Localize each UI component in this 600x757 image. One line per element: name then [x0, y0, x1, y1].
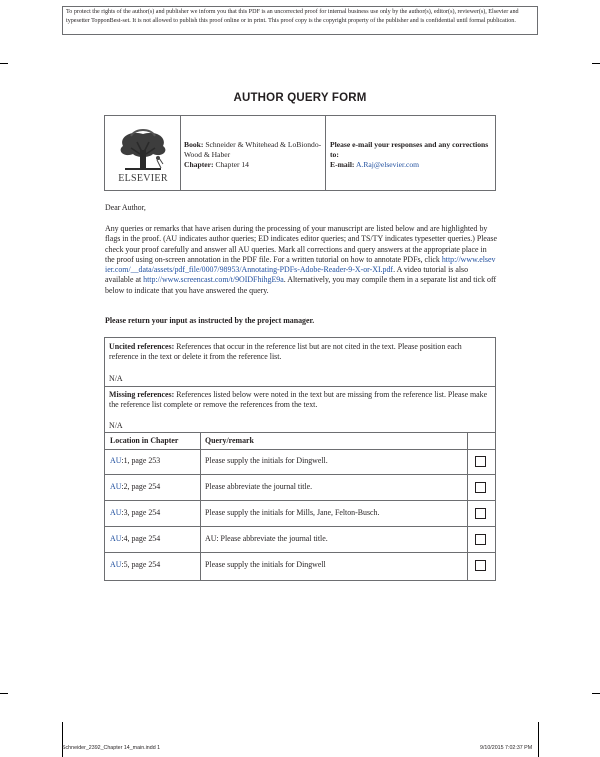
contact-heading: Please e-mail your responses and any corrections to:	[330, 140, 489, 159]
intro-paragraph	[105, 224, 497, 296]
query-remark: Please supply the initials for Dingwell.	[205, 456, 328, 465]
query-anchor-link[interactable]: AU	[110, 534, 122, 543]
proof-notice: To protect the rights of the author(s) and publisher we inform you that this PDF is an uncorrected proof for internal business use only by the author(s), editor(s), reviewer(s), Elsevier and typesetter TopponBest-set. It is not allowed to publish this proof online or in print. This proof copy is the copyright property of the publisher and is confidential until formal publication.	[62, 6, 538, 35]
book-value: Schneider & Whitehead & LoBiondo-Wood & Haber	[184, 140, 322, 159]
elsevier-logo	[111, 124, 175, 186]
query-anchor-link[interactable]: AU	[110, 508, 122, 517]
answered-checkbox[interactable]	[475, 508, 486, 519]
row-divider	[105, 432, 495, 433]
answered-checkbox[interactable]	[475, 482, 486, 493]
contact-info	[330, 140, 490, 170]
form-title: AUTHOR QUERY FORM	[233, 92, 367, 104]
query-location: AU:1, page 253	[110, 456, 161, 465]
tree-logo-icon	[111, 124, 175, 172]
crop-mark	[62, 722, 63, 757]
query-remark: Please abbreviate the journal title.	[205, 482, 313, 491]
uncited-label: Uncited references:	[109, 342, 175, 351]
email-label: E-mail:	[330, 160, 355, 169]
answered-checkbox[interactable]	[475, 456, 486, 467]
answered-checkbox[interactable]	[475, 534, 486, 545]
query-anchor-link[interactable]: AU	[110, 482, 122, 491]
annotation-tutorial-link[interactable]: http://www.elsevier.com/__data/assets/pdf_file/0007/98953/Annotating-PDFs-Adobe-Reader-9-X-or-XI.pdf	[105, 254, 496, 275]
column-header-query: Query/remark	[205, 436, 254, 445]
intro-text: . A video tutorial is also available at	[105, 265, 469, 285]
crop-mark	[538, 722, 539, 757]
divider	[180, 116, 181, 190]
crop-mark	[0, 63, 8, 64]
query-remark: Please supply the initials for Mills, Jane, Felton-Busch.	[205, 508, 380, 517]
query-location: AU:2, page 254	[110, 482, 161, 491]
header-box	[104, 115, 496, 191]
crop-mark	[592, 63, 600, 64]
query-remark: Please supply the initials for Dingwell	[205, 560, 326, 569]
row-divider	[105, 552, 495, 553]
return-instruction: Please return your input as instructed by the project manager.	[105, 316, 315, 325]
uncited-value: N/A	[109, 374, 123, 383]
divider	[325, 116, 326, 190]
book-label: Book:	[184, 140, 204, 149]
logo-wordmark: ELSEVIER	[118, 173, 168, 184]
missing-value: N/A	[109, 421, 123, 430]
column-divider	[467, 433, 468, 580]
footer-filename: Schneider_2392_Chapter 14_main.indd 1	[62, 745, 161, 751]
footer-timestamp: 9/10/2015 7:02:37 PM	[480, 745, 533, 751]
crop-mark	[0, 693, 8, 694]
query-anchor-link[interactable]: AU	[110, 456, 122, 465]
row-divider	[105, 500, 495, 501]
missing-text: References listed below were noted in the text but are missing from the reference list. Please make the reference list complete or remove the references from the text.	[109, 390, 488, 410]
row-divider	[105, 526, 495, 527]
greeting: Dear Author,	[105, 203, 146, 212]
chapter-value: Chapter 14	[215, 160, 249, 169]
header-divider	[105, 449, 495, 450]
book-info	[184, 140, 322, 170]
uncited-references	[109, 342, 491, 363]
column-divider	[200, 433, 201, 580]
missing-label: Missing references:	[109, 390, 175, 399]
query-table	[104, 337, 496, 581]
intro-text: . Alternatively, you may compile them in a separate list and tick off below to indicate that you have answered the query.	[105, 275, 497, 295]
query-location: AU:5, page 254	[110, 560, 161, 569]
query-anchor-link[interactable]: AU	[110, 560, 122, 569]
row-divider	[105, 474, 495, 475]
column-header-location: Location in Chapter	[110, 436, 179, 445]
row-divider	[105, 386, 495, 387]
query-remark: AU: Please abbreviate the journal title.	[205, 534, 328, 543]
query-location: AU:4, page 254	[110, 534, 161, 543]
uncited-text: References that occur in the reference list but are not cited in the text. Please position each reference in the text or delete it from the reference list.	[109, 342, 462, 362]
answered-checkbox[interactable]	[475, 560, 486, 571]
email-link[interactable]: A.Raj@elsevier.com	[355, 160, 420, 169]
video-tutorial-link[interactable]: http://www.screencast.com/t/9OIDFhihgE9a	[143, 275, 284, 285]
crop-mark	[592, 693, 600, 694]
missing-references	[109, 390, 491, 411]
chapter-label: Chapter:	[184, 160, 214, 169]
query-location: AU:3, page 254	[110, 508, 161, 517]
intro-text: Any queries or remarks that have arisen during the processing of your manuscript are listed below and are highlighted by flags in the proof. (AU indicates author queries; ED indicates editor queries; and TS/TY indicates typesetter queries.) Please check your proof carefully and answer all AU queries. Mark all corrections and query answers at the appropriate place in the proof using on-screen annotation in the PDF file. For a written tutorial on how to annotate PDFs, click	[105, 224, 498, 264]
